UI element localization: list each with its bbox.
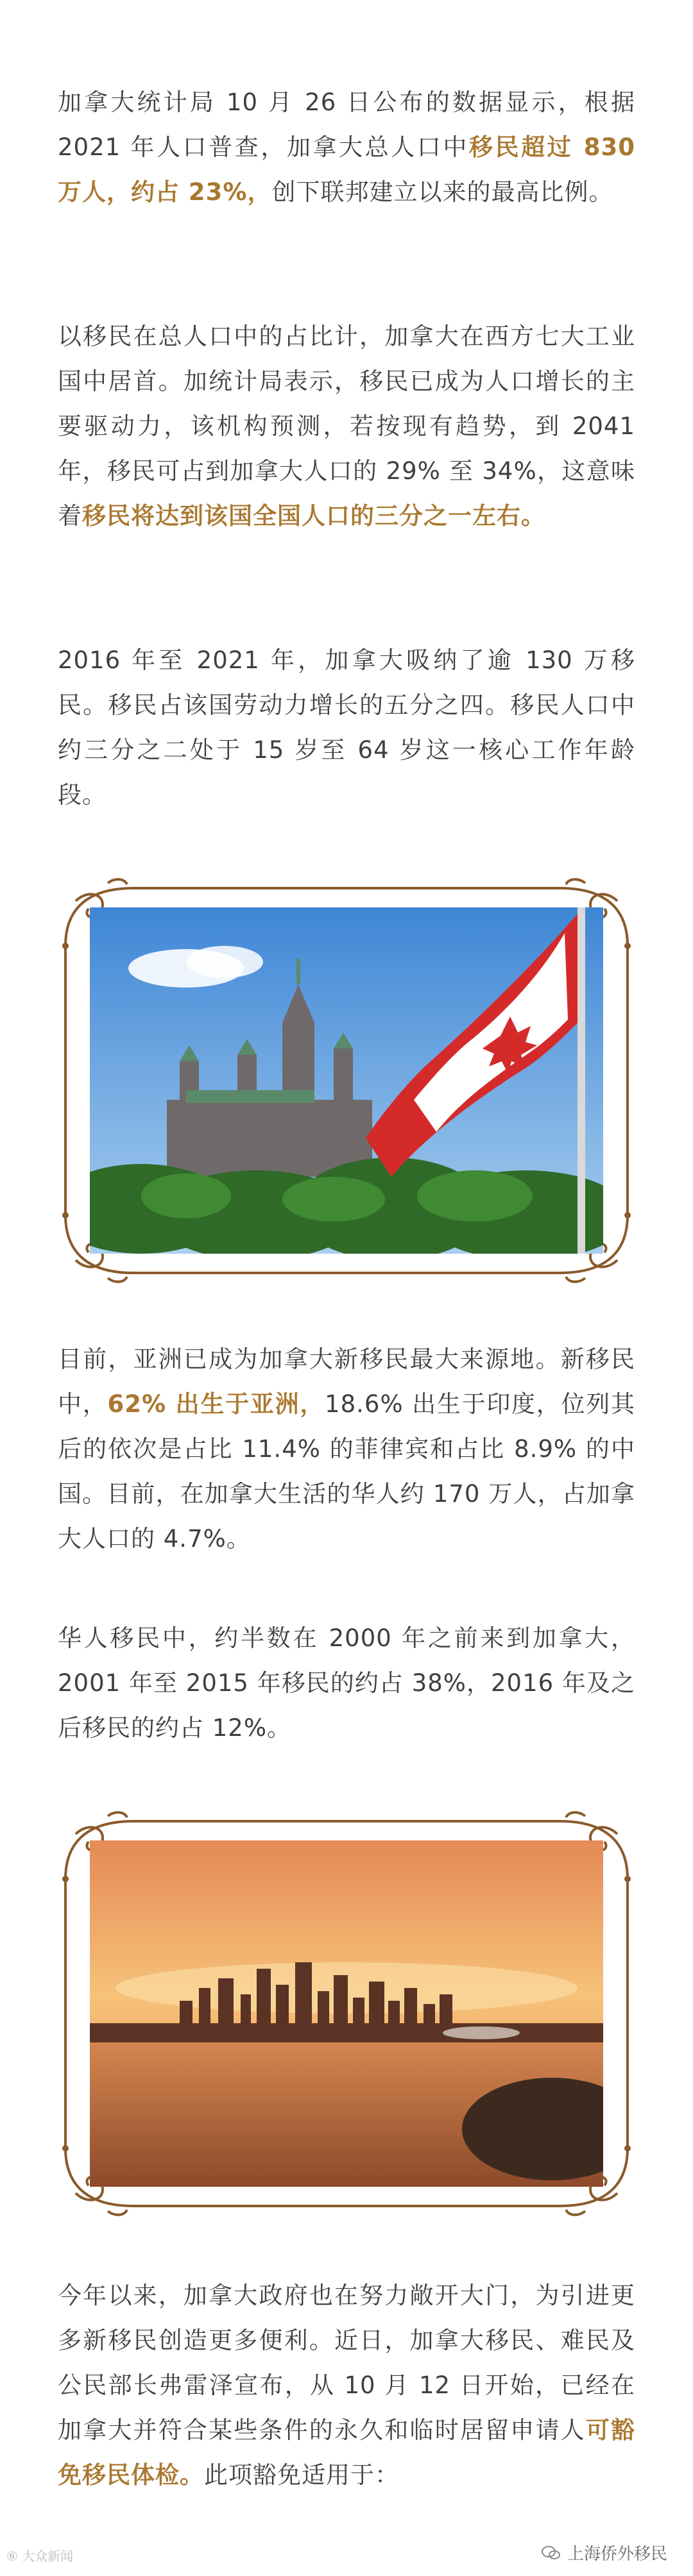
body-text: 目前，亚洲已成为加拿大新移民最大来源地。新移民中， (58, 1345, 635, 1418)
highlight-text: 移民将达到该国全国人口的三分之一左右。 (82, 502, 545, 530)
body-text: 18.6% 出生于印度，位列其后的依次是占比 11.4% 的菲律宾和占比 8.9% 的中国。目前，在加拿大生活的华人约 170 万人，占加拿大人口的 4.7%。 (58, 1390, 635, 1553)
body-text: 加拿大统计局 10 月 26 日公布的数据显示，根据 2021 年人口普查，加拿大总人口中 (58, 88, 635, 161)
body-text: 华人移民中，约半数在 2000 年之前来到加拿大，2001 年至 2015 年移民的约占 38%，2016 年及之后移民的约占 12%。 (58, 1624, 635, 1742)
body-text: 此项豁免适用于： (204, 2461, 399, 2489)
paragraph-6 (58, 2273, 635, 2498)
image-frame-parliament (56, 875, 637, 1286)
watermark-right (542, 2541, 667, 2564)
wechat-icon (542, 2545, 561, 2561)
paragraph-1 (58, 80, 635, 215)
body-text: 创下联邦建立以来的最高比例。 (271, 178, 613, 206)
paragraph-3 (58, 638, 635, 818)
paragraph-5 (58, 1616, 635, 1751)
highlight-text: 可豁免移民体检。 (58, 2416, 636, 2489)
watermark-right-label: 上海侨外移民 (567, 2545, 667, 2564)
body-text: 今年以来，加拿大政府也在努力敞开大门，为引进更多新移民创造更多便利。近日，加拿大移民、难民及公民部长弗雷泽宣布，从 10 月 12 日开始，已经在加拿大并符合某些条件的永久和临时居留申请人 (58, 2282, 635, 2444)
paragraph-2 (58, 314, 635, 539)
city-photo (90, 1840, 603, 2187)
highlight-text: 62% 出生于亚洲， (107, 1390, 325, 1418)
image-frame-city (56, 1808, 637, 2219)
body-text: 2016 年至 2021 年，加拿大吸纳了逾 130 万移民。移民占该国劳动力增长的五分之四。移民人口中约三分之二处于 15 岁至 64 岁这一核心工作年龄段。 (58, 646, 635, 809)
highlight-text: 移民超过 830 万人，约占 23%， (58, 133, 635, 206)
parliament-photo (90, 907, 603, 1254)
watermark-left: ⑥ 大众新闻 (6, 2548, 74, 2564)
body-text: 以移民在总人口中的占比计，加拿大在西方七大工业国中居首。加统计局表示，移民已成为人口增长的主要驱动力，该机构预测，若按现有趋势，到 2041 年，移民可占到加拿大人口的 29% 至 34%，这意味着 (58, 323, 635, 530)
paragraph-4 (58, 1337, 635, 1562)
